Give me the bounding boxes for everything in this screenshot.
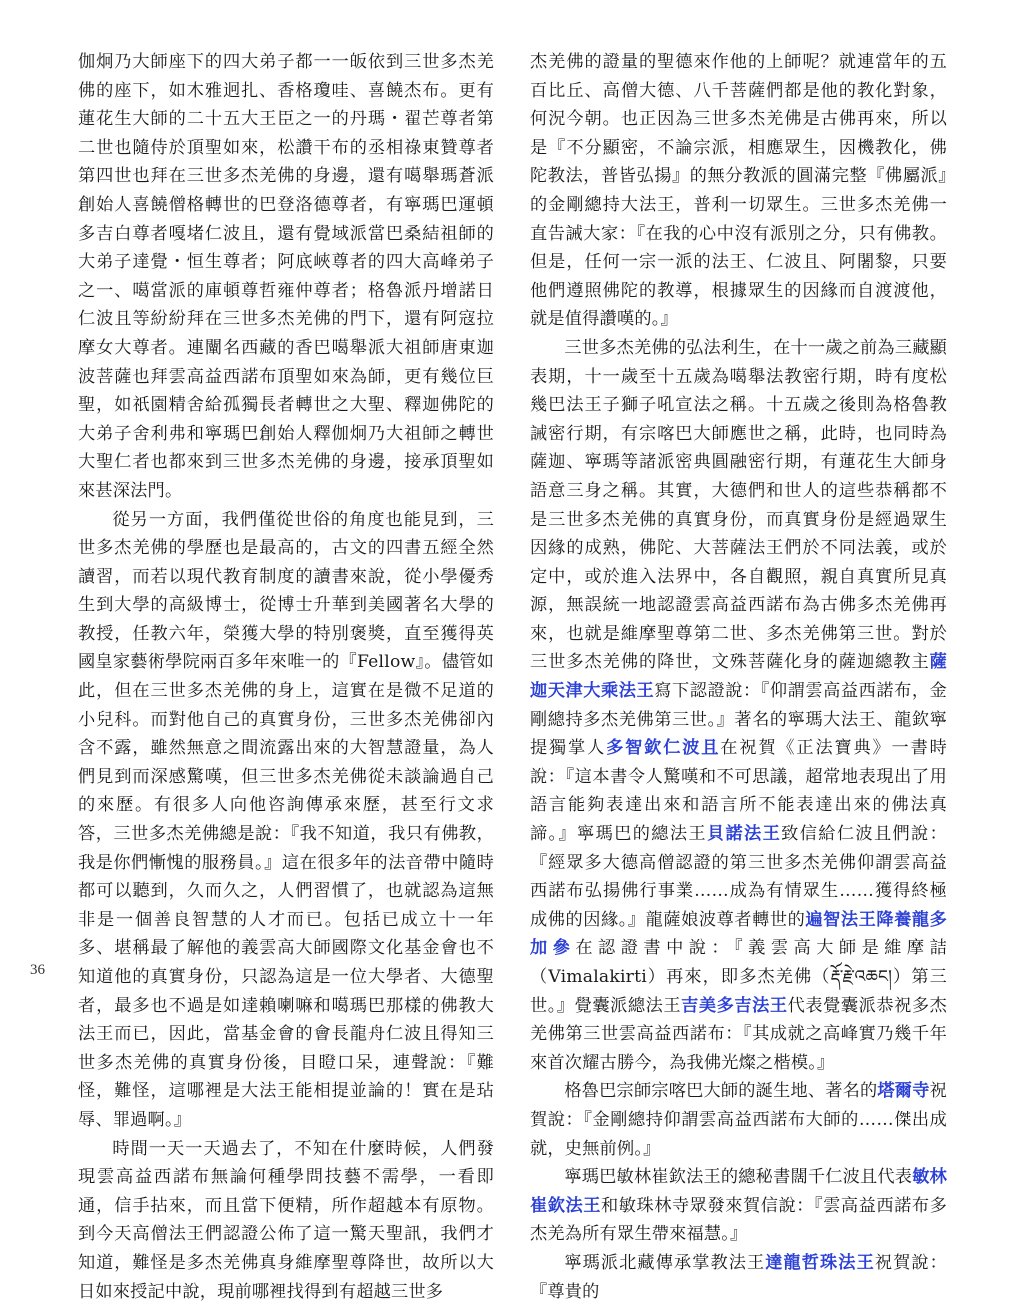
text-segment: 祝賀說：『尊貴的: [530, 1252, 947, 1302]
highlighted-name: 吉美多吉法王: [681, 995, 788, 1016]
highlighted-name: 達龍哲珠法王: [765, 1252, 875, 1273]
highlighted-name: 敏林崔欽法王: [530, 1167, 947, 1216]
right-paragraph-5: [530, 1249, 947, 1306]
text-segment: 代表覺囊派恭祝多杰羌佛第三世雲高益西諾布：『其成就之高峰實乃幾千年來首次耀古勝今，為我佛光燦之楷模。』: [530, 995, 948, 1073]
highlighted-name: 多智欽仁波且: [606, 738, 721, 759]
text-segment: 在祝賀《正法寶典》一書時說：『這本書令人驚嘆和不可思議，超常地表現出了用語言能夠表達出來和語言所不能表達出來的佛法真諦。』寧瑪巴的總法王: [530, 738, 947, 845]
left-paragraph-2: 從另一方面，我們僅從世俗的角度也能見到，三世多杰羌佛的學歷也是最高的，古文的四書五經全然讀習，而若以現代教育制度的讀書來說，從小學優秀生到大學的高級博士，從博士升華到美國著名大學的教授，任教六年，榮獲大學的特別褒獎，直至獲得英國皇家藝術學院兩百多年來唯一的『Fellow』。儘管如此，但在三世多杰羌佛的身上，這實在是微不足道的小兒科。而對他自己的真實身份，三世多杰羌佛卻內含不露，雖然無意之間流露出來的大智慧證量，為人們見到而深感驚嘆，但三世多杰羌佛從未談論過自己的來歷。有很多人向他咨詢傳承來歷，甚至行文求答，三世多杰羌佛總是說：『我不知道，我只有佛教，我是你們慚愧的服務員。』這在很多年的法音帶中隨時都可以聽到，久而久之，人們習慣了，也就認為這無非是一個善良智慧的人才而已。包括已成立十一年多、堪稱最了解他的義雲高大師國際文化基金會也不知道他的真實身份，只認為這是一位大學者、大德聖者，最多也不過是如達賴喇嘛和噶瑪巴那樣的佛教大法王而已，因此，當基金會的會長龍舟仁波且得知三世多杰羌佛的真實身份後，目瞪口呆，連聲說：『難怪，難怪，這哪裡是大法王能相提並論的！實在是玷辱、罪過啊。』: [78, 509, 494, 1130]
left-paragraph-3: 時間一天一天過去了，不知在什麼時候，人們發現雲高益西諾布無論何種學問技藝不需學，一看即通，信手拈來，而且當下便精，所作超越本有原物。到今天高僧法王們認證公佈了這一驚天聖訊，我們才知道，難怪是多杰羌佛真身維摩聖尊降世，故所以大日如來授記中說，現前哪裡找得到有超越三世多: [78, 1138, 494, 1302]
text-segment: 寧瑪巴敏林崔欽法王的總秘書闊千仁波且代表: [564, 1167, 913, 1188]
right-paragraph-1: 杰羌佛的證量的聖德來作他的上師呢？就連當年的五百比丘、高僧大德、八千菩薩們都是他的教化對象，何況今朝。也正因為三世多杰羌佛是古佛再來，所以是『不分顯密，不論宗派，相應眾生，因機教化，佛陀教法，普皆弘揚』的無分教派的圓滿完整『佛屬派』的金剛總持大法王，普利一切眾生。三世多杰羌佛一直告誡大家：『在我的心中沒有派別之分，只有佛教。但是，任何一宗一派的法王、仁波且、阿闍黎，只要他們遵照佛陀的教導，根據眾生的因緣而自渡渡他，就是值得讚嘆的。』: [530, 52, 947, 330]
highlighted-name: 貝諾法王: [706, 824, 782, 845]
text-segment: 寧瑪派北藏傳承掌教法王: [564, 1252, 766, 1273]
text-segment: 致信給仁波且們說：『經眾多大德高僧認證的第三世多杰羌佛仰謂雲高益西諾布弘揚佛行事業……成為有情眾生……獲得終極成佛的因緣。』龍薩娘波尊者轉世的: [530, 824, 947, 930]
left-column: [78, 48, 494, 1306]
text-segment: 在認證書中說：『義雲高大師是維摩詰（Vimalakirti）再來，即多杰羌佛（རྡོ་རྗེ་འཆང།）第三世。』覺囊派總法王: [530, 938, 947, 1016]
text-segment: 格魯巴宗師宗喀巴大師的誕生地、著名的: [564, 1081, 878, 1102]
text-segment: 三世多杰羌佛的弘法利生，在十一歲之前為三藏顯表期，十一歲至十五歲為噶舉法教密行期，時有度松幾巴法王子獅子吼宣法之稱。十五歲之後則為格魯教誡密行期，有宗喀巴大師應世之稱，此時，也同時為薩迦、寧瑪等諸派密典圓融密行期，有蓮花生大師身語意三身之稱。其實，大德們和世人的這些恭稱都不是三世多杰羌佛的真實身份，而真實身份是經過眾生因緣的成熟，佛陀、大菩薩法王們於不同法義，或於定中，或於進入法界中，各自觀照，親自真實所見真源，無誤統一地認證雲高益西諾布為古佛多杰羌佛再來，也就是維摩聖尊第二世、多杰羌佛第三世。對於三世多杰羌佛的降世，文殊菩薩化身的薩迦總教主: [530, 337, 947, 673]
text-segment: 祝賀說：『金剛總持仰謂雲高益西諾布大師的……傑出成就，史無前例。』: [530, 1081, 947, 1159]
highlighted-name: 塔爾寺: [877, 1081, 930, 1102]
left-paragraph-1: 伽炯乃大師座下的四大弟子都一一皈依到三世多杰羌佛的座下，如木雅迥扎、香格瓊哇、喜饒杰布。更有蓮花生大師的二十五大王臣之一的丹瑪・翟芒尊者第二世也隨侍於頂聖如來，松讚干布的丞相祿東贊尊者第四世也拜在三世多杰羌佛的身邊，還有噶舉瑪蒼派創始人喜饒僧格轉世的巴登洛德尊者，有寧瑪巴運頓多吉白尊者嘎堵仁波且，還有覺域派當巴桑結祖師的大弟子達覺・恒生尊者；阿底峽尊者的四大高峰弟子之一、噶當派的庫頓尊哲雍仲尊者；格魯派丹增諾日仁波且等紛紛拜在三世多杰羌佛的門下，還有阿寇拉摩女大尊者。連闡名西藏的香巴噶舉派大祖師唐東迦波菩薩也拜雲高益西諾布頂聖如來為師，更有幾位巨聖，如祇園精舍給孤獨長者轉世之大聖、釋迦佛陀的大弟子舍利弗和寧瑪巴創始人釋伽炯乃大祖師之轉世大聖仁者也都來到三世多杰羌佛的身邊，接承頂聖如來甚深法門。: [78, 52, 494, 501]
right-paragraph-2: [530, 334, 947, 1077]
text-segment: 和敏珠林寺眾發來賀信說：『雲高益西諾布多杰羌為所有眾生帶來福慧。』: [530, 1195, 947, 1245]
highlighted-name: 遍智法王降養龍多加參: [530, 909, 947, 959]
right-paragraph-3: [530, 1077, 947, 1163]
right-paragraph-4: [530, 1163, 947, 1249]
text-segment: 寫下認證說：『仰謂雲高益西諾布，金剛總持多杰羌佛第三世。』著名的寧瑪大法王、龍欽寧提獨掌人: [530, 681, 947, 759]
highlighted-name: 薩迦天津大乘法王: [530, 652, 947, 702]
page-number: 36: [30, 962, 45, 978]
right-column: [530, 48, 947, 1306]
